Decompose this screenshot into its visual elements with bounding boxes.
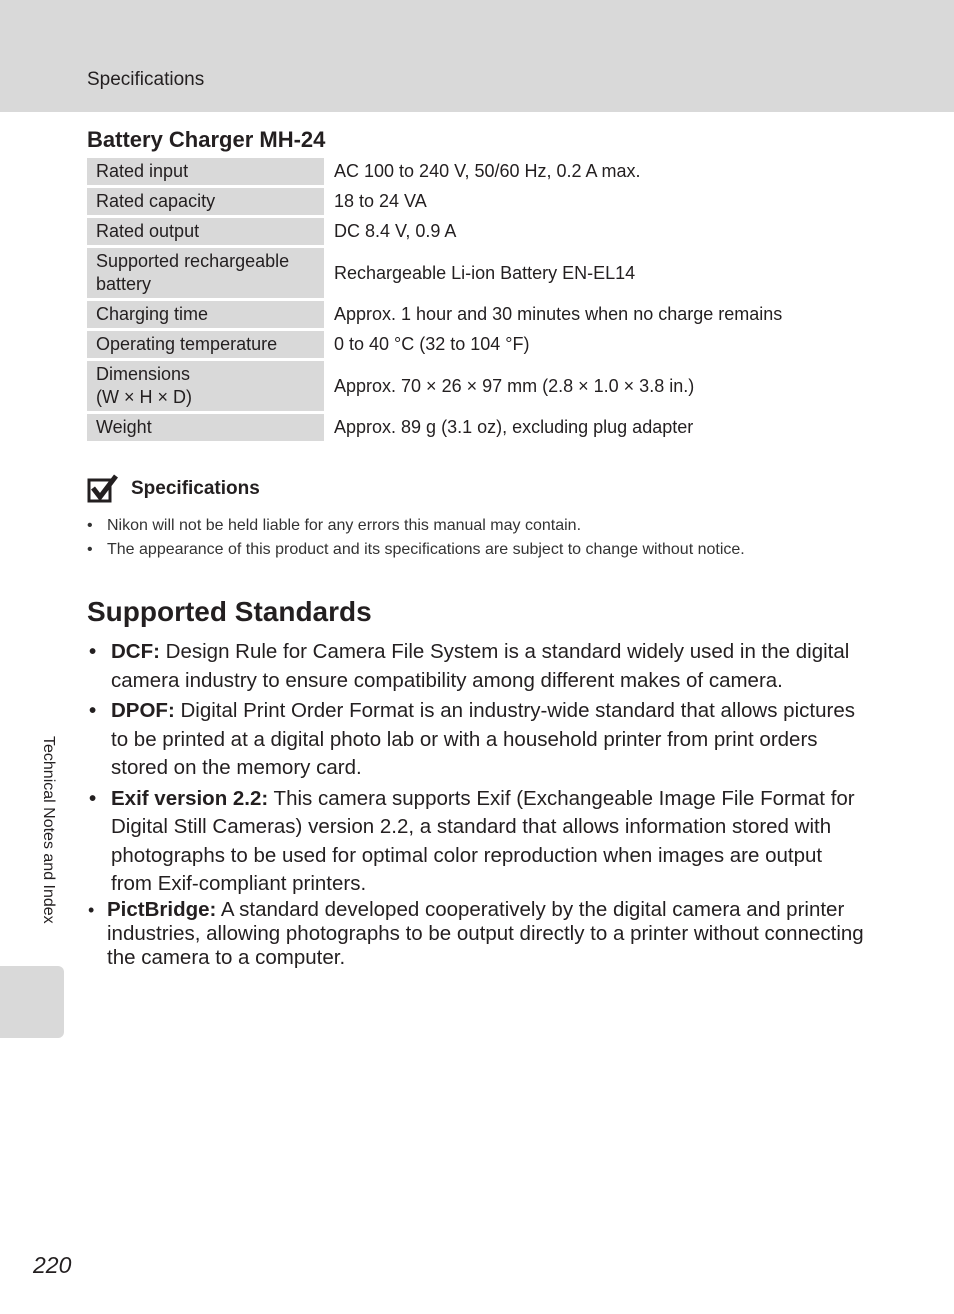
note-text: The appearance of this product and its specifications are subject to change without notice. bbox=[107, 541, 745, 558]
row-label: Weight bbox=[87, 414, 324, 441]
row-label-line: Supported rechargeable bbox=[96, 251, 290, 271]
header-band bbox=[0, 0, 954, 112]
row-label: Operating temperature bbox=[87, 331, 324, 358]
row-label: Rated output bbox=[87, 218, 324, 245]
bullet: • bbox=[88, 899, 95, 920]
list-item bbox=[87, 638, 867, 695]
standard-description: Digital Print Order Format is an industry-wide standard that allows pictures to be printed at a digital photo lab or with a household printer from print orders stored on the memory card. bbox=[111, 699, 855, 779]
row-label-line: (W × H × D) bbox=[96, 387, 193, 407]
row-label: Charging time bbox=[87, 301, 324, 328]
table-row bbox=[87, 158, 867, 185]
note-list bbox=[87, 514, 867, 562]
standards-title: Supported Standards bbox=[87, 596, 372, 627]
list-item bbox=[87, 898, 867, 970]
bullet: • bbox=[87, 517, 93, 534]
table-row bbox=[87, 188, 867, 215]
note-title: Specifications bbox=[131, 478, 260, 499]
side-section-label: Technical Notes and Index bbox=[40, 736, 57, 924]
standard-description: A standard developed cooperatively by the digital camera and printer industries, allowing photographs to be output directly to a printer without connecting the camera to a computer. bbox=[107, 897, 864, 969]
standard-term: DCF: bbox=[111, 640, 160, 663]
row-value: Approx. 89 g (3.1 oz), excluding plug adapter bbox=[334, 417, 694, 437]
charger-section-title: Battery Charger MH-24 bbox=[87, 127, 326, 152]
bullet: • bbox=[89, 640, 97, 663]
bullet: • bbox=[89, 786, 97, 810]
row-label: Rated capacity bbox=[87, 188, 324, 215]
standard-term: DPOF: bbox=[111, 699, 175, 722]
standard-term: Exif version 2.2: bbox=[111, 786, 269, 810]
list-item bbox=[87, 538, 867, 562]
table-row bbox=[87, 301, 867, 328]
standard-description: Design Rule for Camera File System is a standard widely used in the digital camera industry to ensure compatibility among different makes of camera. bbox=[111, 640, 850, 692]
row-value: 0 to 40 °C (32 to 104 °F) bbox=[334, 334, 530, 354]
standard-description: This camera supports Exif (Exchangeable Image File Format for Digital Still Cameras) version 2.2, a standard that allows information stored with photographs to be used for optimal color reproduction when images are output from Exif-compliant printers. bbox=[111, 786, 855, 895]
row-value: Rechargeable Li-ion Battery EN-EL14 bbox=[334, 262, 636, 283]
row-label-line: battery bbox=[96, 274, 152, 294]
check-icon bbox=[87, 474, 119, 504]
note-text: Nikon will not be held liable for any errors this manual may contain. bbox=[107, 517, 582, 534]
row-value: DC 8.4 V, 0.9 A bbox=[334, 221, 457, 241]
bullet: • bbox=[89, 699, 97, 722]
table-row bbox=[87, 414, 867, 441]
row-value: Approx. 1 hour and 30 minutes when no charge remains bbox=[334, 304, 783, 324]
row-label: Rated input bbox=[87, 158, 324, 185]
row-value: 18 to 24 VA bbox=[334, 191, 427, 211]
table-row bbox=[87, 248, 867, 298]
list-item bbox=[87, 514, 867, 538]
table-row bbox=[87, 361, 867, 411]
running-header: Specifications bbox=[87, 69, 205, 90]
note-heading bbox=[87, 474, 260, 504]
standards-list bbox=[87, 638, 867, 972]
row-label bbox=[87, 248, 324, 298]
row-label-line: Dimensions bbox=[96, 364, 191, 384]
bullet: • bbox=[87, 541, 93, 558]
list-item bbox=[87, 697, 867, 783]
row-value: Approx. 70 × 26 × 97 mm (2.8 × 1.0 × 3.8 in.) bbox=[334, 375, 695, 396]
standard-term: PictBridge: bbox=[107, 897, 217, 921]
table-row bbox=[87, 331, 867, 358]
page-number: 220 bbox=[33, 1252, 72, 1278]
side-tab-marker bbox=[0, 966, 64, 1038]
charger-spec-table bbox=[87, 155, 867, 444]
row-label bbox=[87, 361, 324, 411]
list-item bbox=[87, 785, 867, 899]
table-row bbox=[87, 218, 867, 245]
row-value: AC 100 to 240 V, 50/60 Hz, 0.2 A max. bbox=[334, 161, 641, 181]
